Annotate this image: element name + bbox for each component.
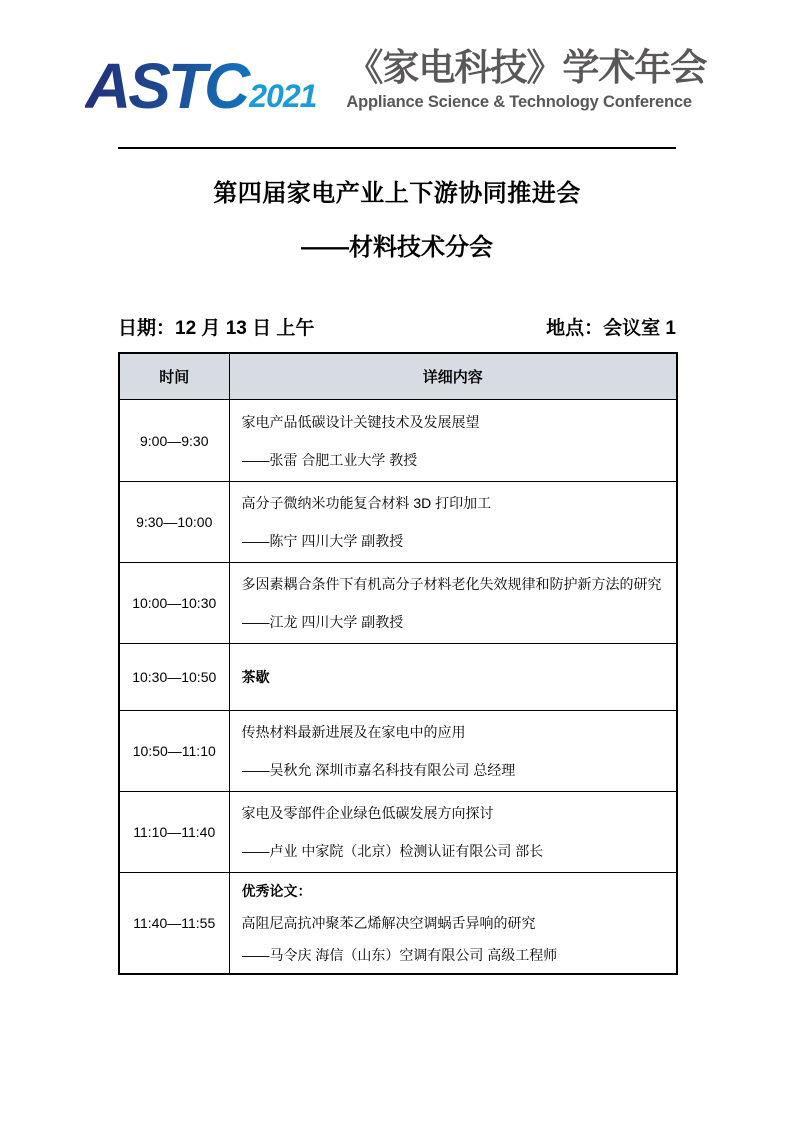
col-header-detail: 详细内容 <box>229 353 677 400</box>
session-line: ——马令庆 海信（山东）空调有限公司 高级工程师 <box>241 947 558 964</box>
session-line: ——江龙 四川大学 副教授 <box>241 614 404 631</box>
agenda-row <box>119 400 677 482</box>
agenda-table <box>118 352 678 976</box>
agenda-row <box>119 711 677 792</box>
session-time: 9:00—9:30 <box>119 400 229 482</box>
journal-title-en: Appliance Science & Technology Conference <box>346 93 692 112</box>
astc-logo <box>85 50 317 122</box>
session-time: 10:30—10:50 <box>119 644 229 711</box>
session-detail <box>229 644 677 711</box>
session-line-emphasis: 茶歇 <box>241 669 270 686</box>
session-line: 家电及零部件企业绿色低碳发展方向探讨 <box>241 805 494 822</box>
agenda-row <box>119 563 677 644</box>
session-time: 10:00—10:30 <box>119 563 229 644</box>
location-label: 地点：会议室 1 <box>546 317 676 339</box>
agenda-table-body <box>119 400 677 975</box>
session-detail <box>229 792 677 873</box>
event-title: 第四届家电产业上下游协同推进会 <box>213 179 581 207</box>
session-line: 高分子微纳米功能复合材料 3D 打印加工 <box>241 495 492 512</box>
journal-brand <box>346 46 706 112</box>
session-time: 11:10—11:40 <box>119 792 229 873</box>
agenda-header-row <box>119 353 677 400</box>
session-subtitle: ——材料技术分会 <box>301 233 493 261</box>
session-detail <box>229 482 677 563</box>
agenda-row <box>119 792 677 873</box>
session-meta <box>118 313 676 340</box>
astc-logo-year: 2021 <box>249 77 317 114</box>
conference-masthead <box>85 46 794 122</box>
session-detail <box>229 711 677 792</box>
agenda-row <box>119 482 677 563</box>
session-line: ——张雷 合肥工业大学 教授 <box>241 451 418 468</box>
col-header-time: 时间 <box>119 353 229 400</box>
session-time: 10:50—11:10 <box>119 711 229 792</box>
session-line: 传热材料最新进展及在家电中的应用 <box>241 724 466 741</box>
session-line: 多因素耦合条件下有机高分子材料老化失效规律和防护新方法的研究 <box>241 576 662 593</box>
date-label: 日期：12 月 13 日 上午 <box>118 317 315 339</box>
session-detail <box>229 873 677 975</box>
session-line-emphasis: 优秀论文： <box>241 883 312 900</box>
agenda-row <box>119 873 677 975</box>
session-line: ——卢业 中家院（北京）检测认证有限公司 部长 <box>241 843 544 860</box>
session-time: 9:30—10:00 <box>119 482 229 563</box>
session-line: ——吴秋允 深圳市嘉名科技有限公司 总经理 <box>241 762 516 779</box>
header-divider <box>118 147 676 149</box>
agenda-table-header <box>119 353 677 400</box>
agenda-row <box>119 644 677 711</box>
session-detail <box>229 400 677 482</box>
session-detail <box>229 563 677 644</box>
session-line: 家电产品低碳设计关键技术及发展展望 <box>241 413 480 430</box>
astc-logo-text: ASTC <box>85 56 251 117</box>
session-line: ——陈宁 四川大学 副教授 <box>241 533 404 550</box>
session-time: 11:40—11:55 <box>119 873 229 975</box>
journal-title-cjk: 《家电科技》学术年会 <box>346 47 707 88</box>
session-line: 高阻尼高抗冲聚苯乙烯解决空调蜗舌异响的研究 <box>241 915 536 932</box>
